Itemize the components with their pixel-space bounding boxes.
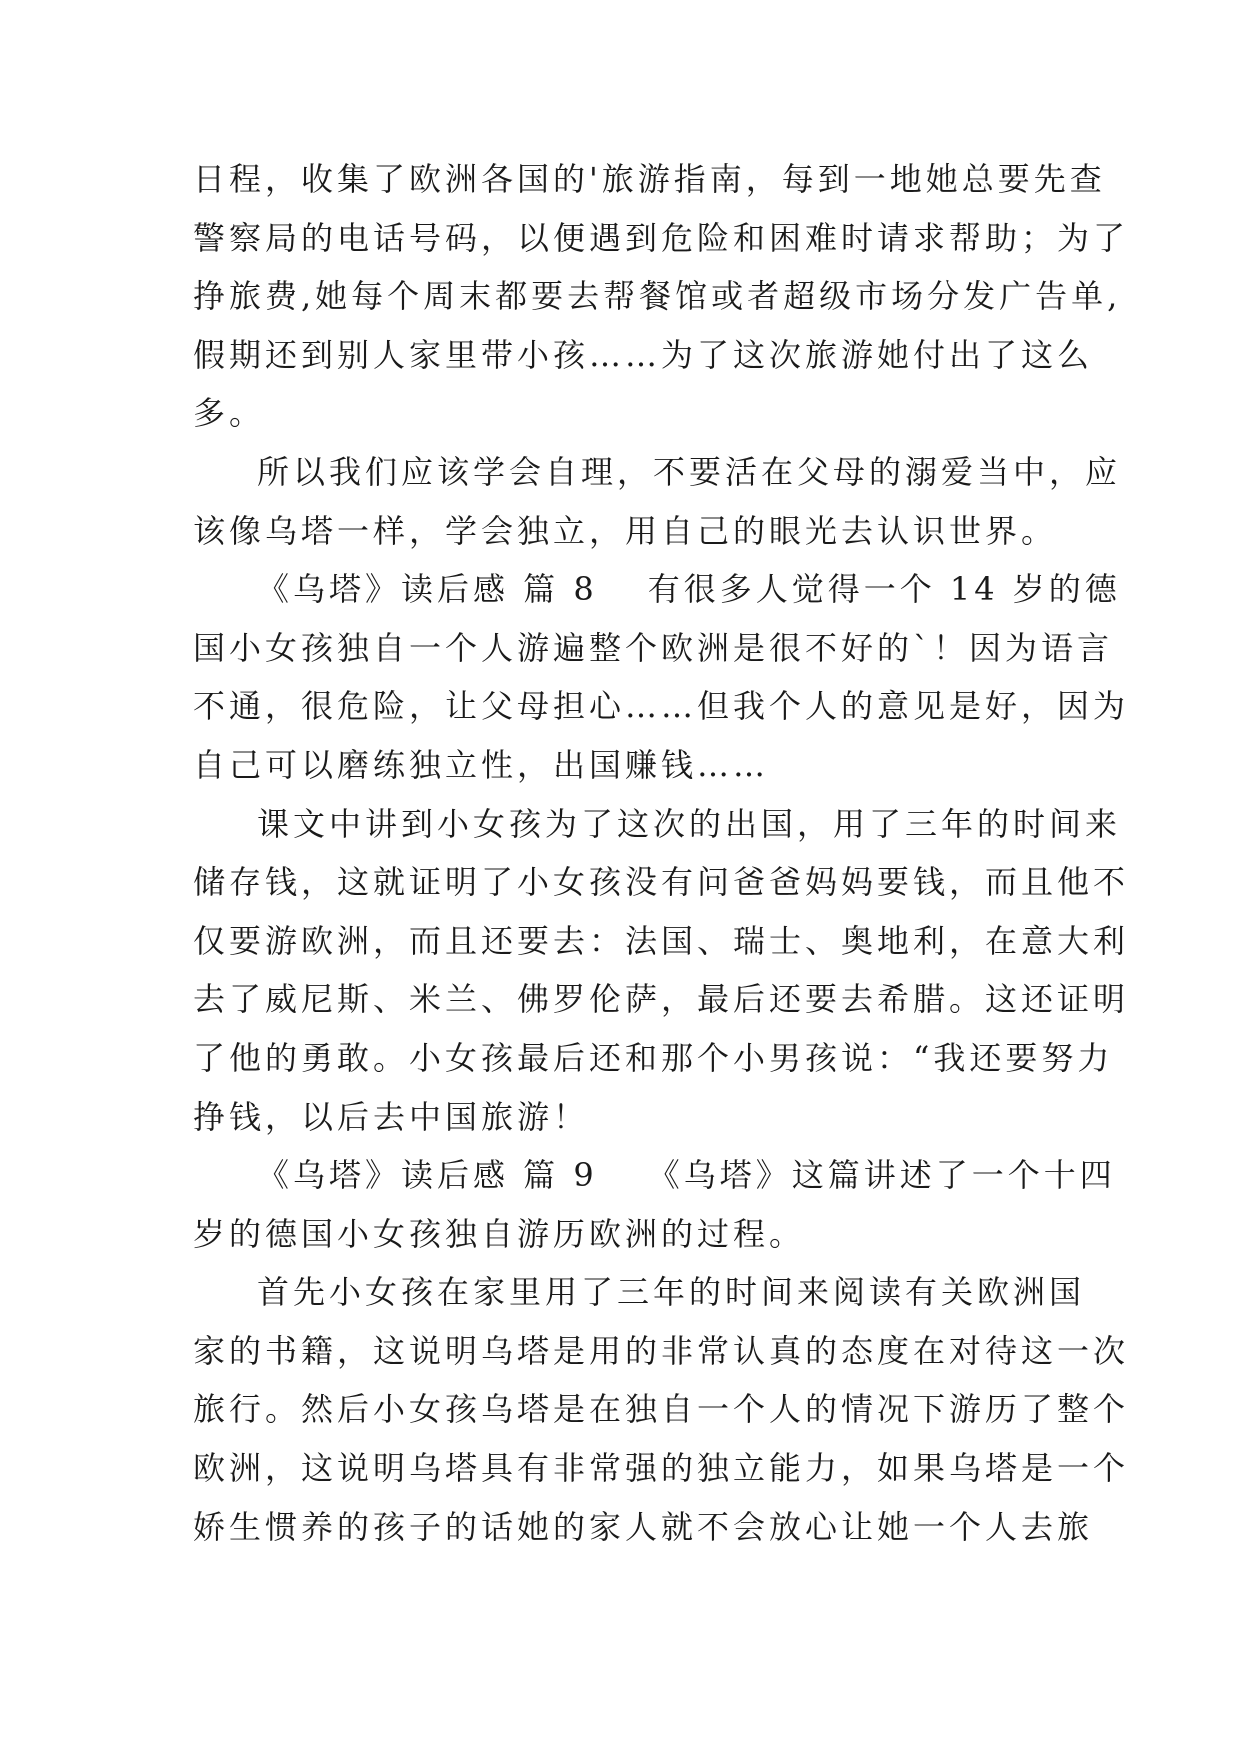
text-line: 储存钱，这就证明了小女孩没有问爸爸妈妈要钱，而且他不 <box>193 863 1130 902</box>
text-line: 去了威尼斯、米兰、佛罗伦萨，最后还要去希腊。这还证明 <box>193 980 1130 1019</box>
text-line: 首先小女孩在家里用了三年的时间来阅读有关欧洲国 <box>257 1273 1086 1312</box>
text-line: 警察局的电话号码，以便遇到危险和困难时请求帮助；为了 <box>193 218 1130 257</box>
text-line: 家的书籍，这说明乌塔是用的非常认真的态度在对待这一次 <box>193 1331 1130 1370</box>
section-heading: 《乌塔》读后感 篇 8 <box>257 570 598 609</box>
text-line: 假期还到别人家里带小孩……为了这次旅游她付出了这么 <box>193 335 1094 374</box>
section-heading: 《乌塔》读后感 篇 9 <box>257 1156 598 1195</box>
text-line: 有很多人觉得一个 14 岁的德 <box>647 570 1121 609</box>
section-heading-line <box>193 1146 1116 1205</box>
text-line: 课文中讲到小女孩为了这次的出国，用了三年的时间来 <box>257 804 1122 843</box>
text-line: 该像乌塔一样，学会独立，用自己的眼光去认识世界。 <box>193 511 1058 550</box>
text-line: 自己可以磨练独立性，出国赚钱…… <box>193 745 770 784</box>
text-line: 多。 <box>193 394 266 433</box>
text-line: 《乌塔》这篇讲述了一个十四 <box>647 1156 1116 1195</box>
text-line: 不通，很危险，让父母担心……但我个人的意见是好，因为 <box>193 687 1130 726</box>
text-line: 挣钱，以后去中国旅游！ <box>193 1097 590 1136</box>
document-body <box>193 150 1130 1556</box>
text-line: 仅要游欧洲，而且还要去：法国、瑞士、奥地利，在意大利 <box>193 921 1130 960</box>
section-heading-line <box>193 560 1121 619</box>
text-line: 国小女孩独自一个人游遍整个欧洲是很不好的`！因为语言 <box>193 628 1114 667</box>
text-line: 岁的德国小女孩独自游历欧洲的过程。 <box>193 1214 806 1253</box>
text-line: 日程，收集了欧洲各国的'旅游指南，每到一地她总要先查 <box>193 160 1106 198</box>
text-line: 了他的勇敢。小女孩最后还和那个小男孩说：“我还要努力 <box>193 1038 1114 1077</box>
text-line: 旅行。然后小女孩乌塔是在独自一个人的情况下游历了整个 <box>193 1390 1130 1429</box>
text-line: 欧洲，这说明乌塔具有非常强的独立能力，如果乌塔是一个 <box>193 1449 1130 1488</box>
text-line: 所以我们应该学会自理，不要活在父母的溺爱当中，应 <box>257 452 1122 491</box>
text-line: 娇生惯养的孩子的话她的家人就不会放心让她一个人去旅 <box>193 1507 1094 1546</box>
text-line: 挣旅费,她每个周末都要去帮餐馆或者超级市场分发广告单, <box>193 277 1122 316</box>
